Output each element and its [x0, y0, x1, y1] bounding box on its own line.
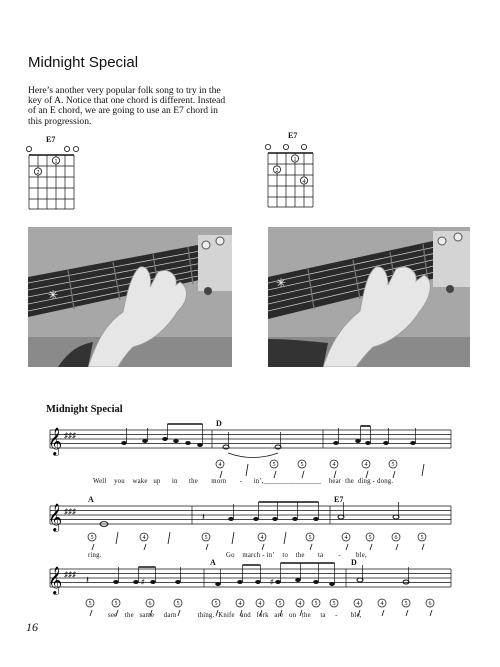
- string-number: 4: [258, 601, 262, 607]
- string-number: 4: [332, 462, 336, 468]
- svg-text:𝄽: 𝄽: [202, 512, 206, 523]
- string-number: 5: [368, 535, 372, 541]
- string-number: 4: [344, 535, 348, 541]
- page-number: 16: [26, 620, 38, 634]
- string-number: 5: [204, 535, 208, 541]
- chord-symbol: D: [351, 558, 357, 567]
- svg-text:♯♯♯: ♯♯♯: [64, 431, 76, 440]
- svg-text:✳: ✳: [48, 288, 59, 302]
- svg-text:♯: ♯: [141, 578, 145, 586]
- intro-line: key of A. Notice that one chord is different. Instead: [28, 95, 226, 107]
- string-number: 4: [356, 601, 360, 607]
- string-number: 4: [260, 535, 264, 541]
- staff-line-1: [46, 416, 456, 488]
- svg-text:♯♯♯: ♯♯♯: [64, 570, 76, 579]
- string-number: 6: [394, 535, 398, 541]
- chord-diagram-label: E7: [46, 135, 56, 144]
- string-number: 5: [300, 462, 304, 468]
- guitar-hand-photo-icon: [28, 227, 232, 367]
- chord-grid: [262, 141, 332, 221]
- string-number: 5: [114, 601, 118, 607]
- guitar-hand-photo-icon: [268, 227, 470, 367]
- string-number: 6: [148, 601, 152, 607]
- intro-line: of an E chord, we are going to use an E7 chord in: [28, 105, 218, 117]
- string-number: 5: [272, 462, 276, 468]
- string-number: 5: [214, 601, 218, 607]
- svg-text:𝄞: 𝄞: [48, 503, 63, 531]
- string-number: 5: [308, 535, 312, 541]
- chord-symbol: A: [210, 558, 216, 567]
- chord-diagram-e7-a: [22, 135, 92, 215]
- string-number: 5: [332, 601, 336, 607]
- svg-text:♯: ♯: [270, 578, 274, 586]
- string-number: 5: [314, 601, 318, 607]
- chord-symbol: D: [216, 419, 222, 428]
- finger-number: 1: [293, 157, 297, 163]
- chord-grid: [22, 145, 92, 223]
- string-number: 6: [428, 601, 432, 607]
- finger-number: 4: [302, 179, 306, 185]
- finger-number: 2: [275, 168, 279, 174]
- string-number: 4: [380, 601, 384, 607]
- string-number: 5: [176, 601, 180, 607]
- string-number: 4: [238, 601, 242, 607]
- string-number: 4: [142, 535, 146, 541]
- svg-text:𝄽: 𝄽: [86, 575, 90, 586]
- chord-symbol: A: [88, 495, 94, 504]
- finger-number: 2: [36, 170, 40, 176]
- lyrics-line-1: Well you wake up in the morn - in’,________________ hear the ding - dong.: [93, 478, 394, 485]
- string-number: 4: [364, 462, 368, 468]
- string-number: 5: [391, 462, 395, 468]
- intro-line: this progression.: [28, 115, 92, 127]
- string-number: 5: [88, 601, 92, 607]
- string-number: 4: [218, 462, 222, 468]
- string-number: 5: [90, 535, 94, 541]
- lyrics-line-2b: Go march - in’ to the ta - ble,: [226, 552, 367, 559]
- lyrics-line-2: ring.: [88, 552, 102, 559]
- string-number: 5: [420, 535, 424, 541]
- chord-diagram-label: E7: [288, 131, 298, 140]
- svg-text:𝄞: 𝄞: [48, 427, 63, 455]
- lyrics-line-3: see the same darn thing. Knife and fork are on the ta - ble,: [108, 612, 362, 619]
- svg-text:♯♯♯: ♯♯♯: [64, 507, 76, 516]
- chord-symbol: E7: [334, 495, 344, 504]
- song-title: Midnight Special: [46, 404, 123, 415]
- intro-paragraph: [28, 86, 243, 127]
- staff-line-3: [46, 555, 456, 627]
- string-number: 4: [298, 601, 302, 607]
- string-number: 5: [404, 601, 408, 607]
- svg-text:✳: ✳: [276, 276, 287, 290]
- intro-line: Here’s another very popular folk song to try in the: [28, 85, 221, 96]
- svg-text:𝄞: 𝄞: [48, 566, 63, 594]
- page-title: Midnight Special: [28, 54, 139, 71]
- string-number: 5: [278, 601, 282, 607]
- staff-line-2: [46, 492, 456, 564]
- chord-diagram-e7-b: [262, 131, 332, 211]
- finger-number: 1: [54, 159, 58, 165]
